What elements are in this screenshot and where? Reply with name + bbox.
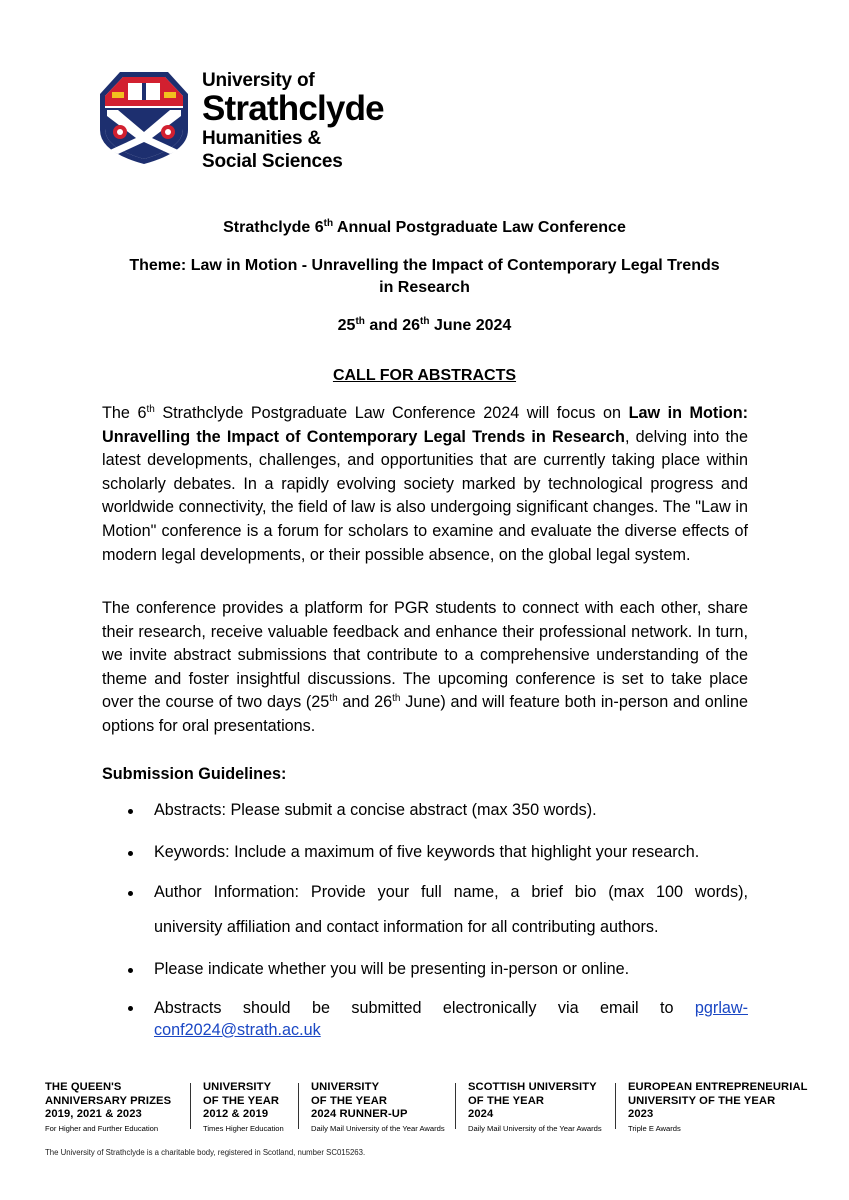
logo-university-of: University of	[202, 70, 315, 91]
award-queens-prize: THE QUEEN'S ANNIVERSARY PRIZES 2019, 2021 & 2023 For Higher and Further Education	[45, 1081, 172, 1133]
award-uoty-dailymail: UNIVERSITY OF THE YEAR 2024 RUNNER-UP Daily Mail University of the Year Awards	[311, 1081, 445, 1133]
intro-paragraph: The 6th Strathclyde Postgraduate Law Conference 2024 will focus on Law in Motion: Unravelling the Impact of Contemporary Legal Trends in Research, delving into the latest developments, challenges, and opportunities that are currently taking place within scholarly debates. In a rapidly evolving society marked by technological progress and worldwide connectivity, the field of law is also undergoing significant changes. The "Law in Motion" conference is a forum for scholars to examine and evaluate the diverse effects of modern legal developments, or their possible absence, on the global legal system.	[102, 404, 748, 564]
theme-line-2: in Research	[379, 279, 470, 296]
award-scottish-uoty: SCOTTISH UNIVERSITY OF THE YEAR 2024 Daily Mail University of the Year Awards	[468, 1081, 602, 1133]
submission-guidelines-heading: Submission Guidelines:	[102, 765, 287, 783]
logo-strathclyde: Strathclyde	[202, 89, 384, 128]
call-for-abstracts-heading: CALL FOR ABSTRACTS	[332, 367, 517, 384]
award-divider	[455, 1083, 456, 1129]
theme-line-1: Theme: Law in Motion - Unravelling the Impact of Contemporary Legal Trends	[129, 257, 720, 274]
bullet-icon	[128, 968, 133, 973]
award-divider	[298, 1083, 299, 1129]
university-logo	[98, 70, 384, 172]
bullet-icon	[128, 809, 133, 814]
award-european-entrepreneurial: EUROPEAN ENTREPRENEURIAL UNIVERSITY OF THE YEAR 2023 Triple E Awards	[628, 1081, 808, 1133]
email-link-continued[interactable]: conf2024@strath.ac.uk	[154, 1020, 321, 1039]
award-divider	[615, 1083, 616, 1129]
conference-title: Strathclyde 6th Annual Postgraduate Law Conference	[223, 218, 626, 236]
awards-footer	[45, 1081, 825, 1141]
charity-notice: The University of Strathclyde is a charitable body, registered in Scotland, number SC015263.	[45, 1148, 366, 1157]
award-divider	[190, 1083, 191, 1129]
logo-wordmark	[202, 70, 384, 172]
bullet-icon	[128, 1006, 133, 1011]
university-crest-icon	[98, 70, 190, 166]
bullet-icon	[128, 891, 133, 896]
email-link[interactable]: pgrlaw-	[694, 999, 748, 1017]
document-page: University of Strathclyde Humanities & Social Sciences Strathclyde 6th Annual Postgraduate Law Conference Theme: Law in Motion - Unravelling the Impact of Contemporary Legal Trends in Research 25th and 26th June 2024 CALL FOR ABSTRACTS The 6th Strathclyde Postgraduate Law Conference 2024 will focus on Law in Motion: Unravelling the Impact of Contemporary Legal Trends in Research, delving into the latest developments, challenges, and opportunities that are currently taking place within scholarly debates. In a rapidly evolving society marked by technological progress and worldwide connectivity, the field of law is also undergoing significant changes. The "Law in Motion" conference is a forum for scholars to examine and evaluate the diverse effects of modern legal developments, or their possible absence, on the global legal system. The conference provides a platform for PGR students to connect with each other, share their research, receive valuable feedback and enhance their professional network. In turn, we invite abstract submissions that contribute to a comprehensive understanding of the theme and foster insightful discussions. The upcoming conference is set to take place over the course of two days (25th and 26th June) and will feature both in-person and online options for oral presentations. Submission Guidelines: Abstracts: Please submit a concise abstract (max 350 words). Keywords: Include a maximum of five keywords that highlight your research. Author Information: Provide your full name, a brief bio (max 100 words), university affiliation and contact information for all contributing authors. Please indicate whether you will be presenting in-person or online. Abstracts should be submitted electronically via email to pgrlaw- conf2024@strath.ac.uk THE QUEEN'S ANNIVERSARY PRIZES 2019, 2021 & 2023 For Higher and Further Education UNIVERSITY OF THE YEAR 2012 & 2019 Times Higher Education UNIVERSITY OF THE YEAR 2024 RUNNER-UP Daily Mail University of the Year Awards SCOTTISH UNIVERSITY OF THE YEAR 2024 Daily Mail University of the Year Awards EUROPEAN ENTREPRENEURIAL UNIVERSITY OF THE YEAR 2023 Triple E Awards The University of Strathclyde is a charitable body, registered in Scotland, number SC015263.	[0, 0, 849, 1200]
conference-paragraph: The conference provides a platform for PGR students to connect with each other, share their research, receive valuable feedback and enhance their professional network. In turn, we invite abstract submissions that contribute to a comprehensive understanding of the theme and foster insightful discussions. The upcoming conference is set to take place over the course of two days (25th and 26th June) and will feature both in-person and online options for oral presentations.	[102, 599, 749, 735]
logo-faculty-line2: Social Sciences	[202, 151, 343, 172]
award-uoty-the: UNIVERSITY OF THE YEAR 2012 & 2019 Times Higher Education	[203, 1081, 284, 1133]
conference-dates: 25th and 26th June 2024	[337, 316, 512, 334]
logo-faculty-line1: Humanities &	[202, 128, 322, 149]
bullet-icon	[128, 851, 133, 856]
